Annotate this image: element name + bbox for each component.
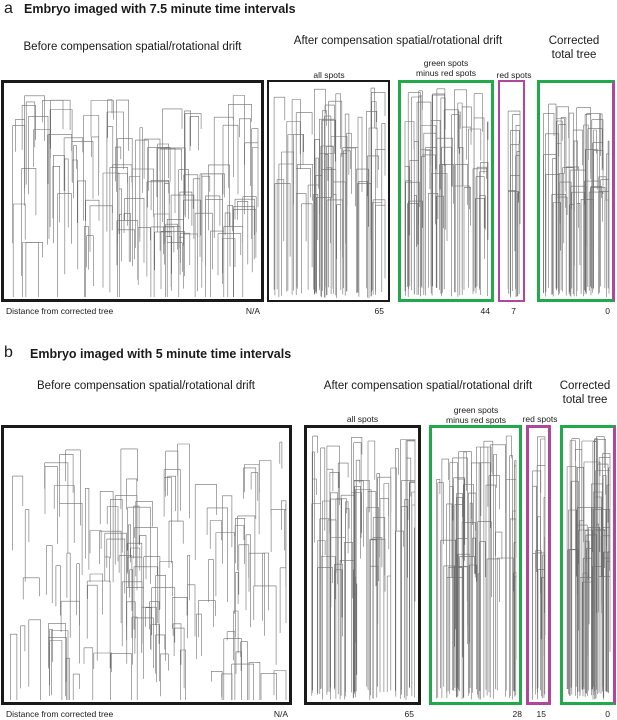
corrected-title-line1: Corrected: [548, 35, 600, 47]
lineage-tree-drawing: [540, 83, 612, 299]
panel-b-green-minus-label: [430, 405, 522, 425]
panel-b-after-title: After compensation spatial/rotational drift: [323, 380, 533, 392]
panel-b-corrected-tree-frame: [560, 425, 616, 705]
panel-b-before-tree-frame: [1, 425, 292, 705]
lineage-tree-drawing: [307, 428, 418, 702]
panel-a-green-minus-value: 44: [480, 306, 490, 316]
panel-b-green-minus-value: 28: [512, 709, 522, 719]
corrected-title-line1: Corrected: [559, 380, 611, 392]
lineage-tree-drawing: [269, 82, 388, 300]
panel-a-corrected-tree-frame: [537, 80, 615, 302]
panel-a-red-spots-label: red spots: [496, 70, 532, 80]
panel-b-corrected-value: 0: [605, 709, 610, 719]
panel-a-green-minus-label: [398, 58, 494, 78]
panel-b-letter: b: [4, 344, 13, 361]
lineage-tree-drawing: [500, 82, 523, 300]
panel-b-red-spots-tree-frame: [526, 425, 551, 705]
panel-a-title: Embryo imaged with 7.5 minute time intervals: [24, 2, 296, 16]
panel-b-green-minus-tree-frame: [429, 425, 522, 705]
panel-a-before-tree-frame: [1, 80, 264, 302]
lineage-tree-drawing: [4, 83, 261, 299]
lineage-branches: [543, 104, 609, 297]
panel-b-red-value: 15: [536, 709, 546, 719]
panel-a-after-title: After compensation spatial/rotational drift: [293, 35, 503, 47]
panel-a-corrected-value: 0: [605, 306, 610, 316]
panel-a-letter: a: [4, 0, 13, 17]
panel-b-all-spots-tree-frame: [304, 425, 421, 705]
panel-b-all-spots-value: 65: [404, 709, 414, 719]
panel-a-red-spots-tree-frame: [498, 80, 525, 302]
panel-b-distance-label: Distance from corrected tree: [6, 709, 114, 719]
green-minus-line2: minus red spots: [446, 415, 506, 425]
panel-b-corrected-title: [550, 379, 617, 407]
panel-b-before-title: Before compensation spatial/rotational drift: [37, 380, 255, 392]
lineage-branches: [567, 437, 610, 700]
lineage-tree-drawing: [4, 428, 289, 702]
lineage-branches: [533, 437, 546, 700]
green-minus-line1: green spots: [453, 405, 499, 415]
lineage-branches: [13, 96, 258, 298]
panel-a-all-spots-label: all spots: [313, 70, 345, 80]
panel-a-distance-label: Distance from corrected tree: [6, 306, 114, 316]
lineage-branches: [437, 436, 516, 700]
panel-a-before-value: N/A: [245, 306, 260, 316]
lineage-tree-drawing: [529, 428, 548, 702]
panel-a-all-spots-tree-frame: [267, 80, 390, 302]
panel-a-all-spots-value: 65: [374, 306, 384, 316]
lineage-branches: [312, 436, 415, 700]
green-minus-line1: green spots: [423, 58, 469, 68]
corrected-title-line2: total tree: [551, 49, 597, 61]
panel-a-before-title: Before compensation spatial/rotational drift: [23, 41, 242, 53]
lineage-branches: [405, 89, 488, 297]
panel-a-green-minus-tree-frame: [398, 80, 494, 302]
lineage-branches: [508, 111, 520, 297]
lineage-tree-drawing: [401, 83, 491, 299]
panel-b-all-spots-label: all spots: [346, 414, 379, 424]
green-minus-line2: minus red spots: [416, 68, 476, 78]
panel-a-red-value: 7: [511, 306, 516, 316]
panel-b-title: Embryo imaged with 5 minute time intervals: [30, 347, 292, 361]
corrected-title-line2: total tree: [562, 394, 608, 406]
lineage-tree-drawing: [563, 428, 613, 702]
lineage-branches: [10, 442, 286, 700]
lineage-branches: [274, 88, 385, 298]
panel-b-red-spots-label: red spots: [522, 414, 558, 424]
lineage-tree-drawing: [432, 428, 519, 702]
panel-a-corrected-title: [534, 34, 614, 62]
panel-b-before-value: N/A: [273, 709, 288, 719]
